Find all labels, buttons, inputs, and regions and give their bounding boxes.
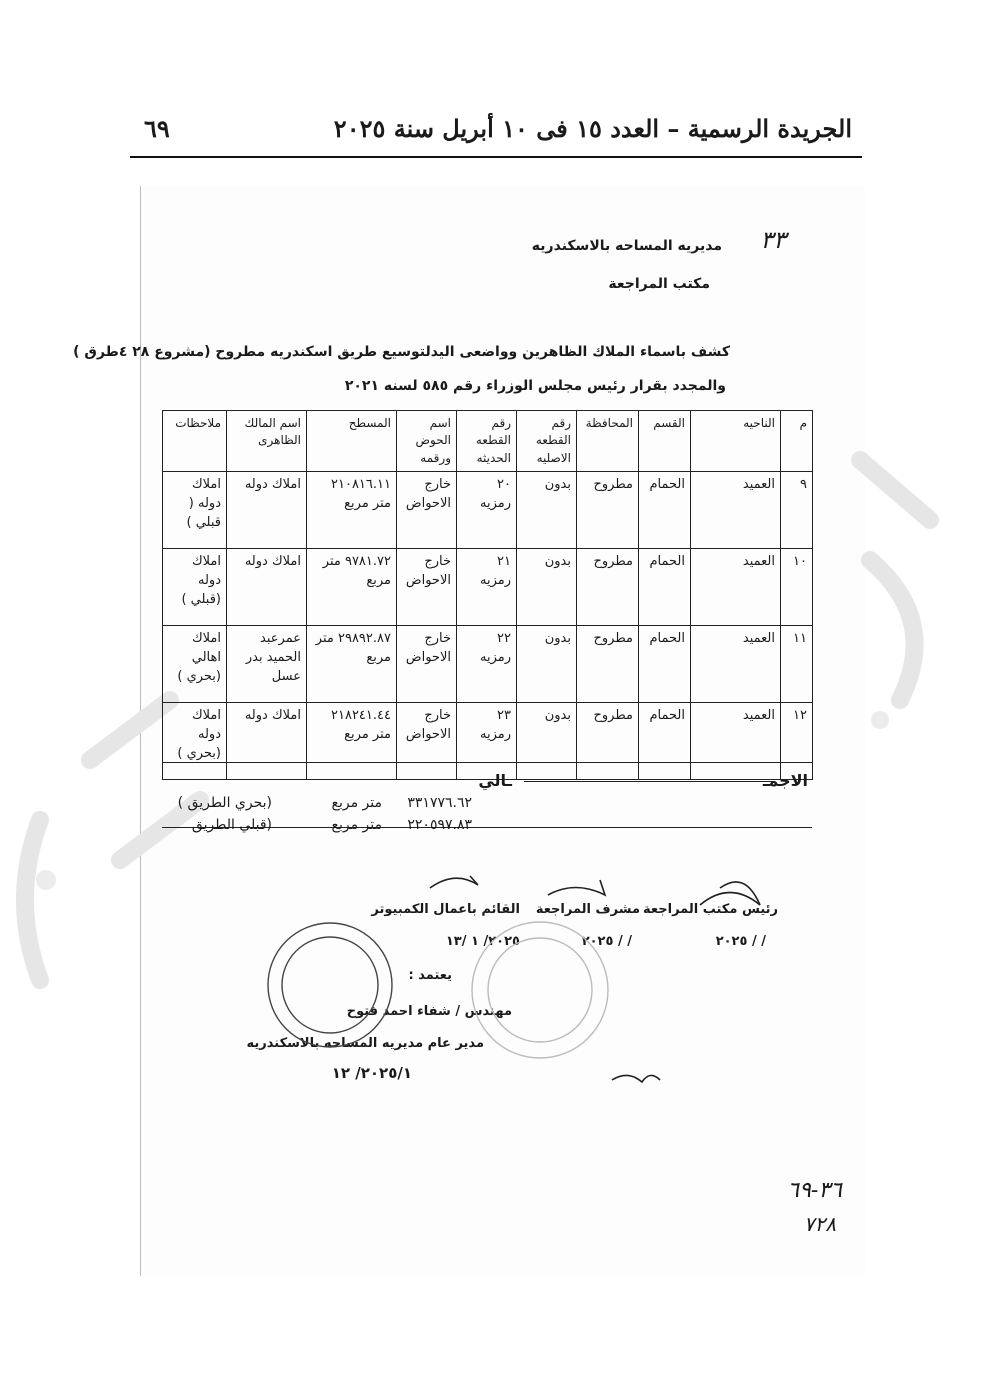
south-total-unit: متر مربع	[331, 817, 382, 833]
column-header: اسم الحوض ورقمه	[397, 411, 457, 472]
column-header: المسطح	[307, 411, 397, 472]
gazette-header	[130, 112, 862, 158]
page-number: ٦٩	[144, 114, 170, 143]
table-row	[163, 549, 813, 626]
owner-cell: املاك دوله	[227, 703, 307, 780]
area-cell: ٢٩٨٩٢.٨٧ متر مربع	[307, 626, 397, 703]
totals-label: الاجمـ	[762, 771, 808, 790]
basin-cell: خارج الاحواض	[397, 549, 457, 626]
district-cell: الحمام	[639, 703, 691, 780]
row-number: ١٢	[781, 703, 813, 780]
district-cell: الحمام	[639, 549, 691, 626]
north-total-unit: متر مربع	[331, 795, 382, 811]
director-date: ٢٠٢٥/١/ ١٢	[331, 1064, 412, 1082]
table-row	[163, 626, 813, 703]
district-cell: الحمام	[639, 626, 691, 703]
area-cell: ٢١٨٢٤١.٤٤ متر مربع	[307, 703, 397, 780]
new-plot-cell: ٢٠ رمزيه	[457, 472, 517, 549]
department-name: مكتب المراجعة	[608, 276, 710, 292]
office-name: مديريه المساحه بالاسكندريه	[531, 238, 722, 254]
column-header: م	[781, 411, 813, 472]
notes-cell: املاك دوله (قبلي )	[163, 549, 227, 626]
governorate-cell: مطروح	[577, 472, 639, 549]
row-number: ٩	[781, 472, 813, 549]
table-header-row	[163, 411, 813, 472]
owner-cell: عمرعبد الحميد بدر عسل	[227, 626, 307, 703]
village-cell: العميد	[691, 703, 781, 780]
new-plot-cell: ٢٢ رمزيه	[457, 626, 517, 703]
row-number: ١٠	[781, 549, 813, 626]
orig-plot-cell: بدون	[517, 703, 577, 780]
document-title: كشف باسماء الملاك الظاهرين وواضعى اليدلتوسيع طريق اسكندريه مطروح (مشروع ٢٨ ٤طرق )	[73, 344, 730, 360]
south-total-note: (قبلي الطريق	[191, 817, 272, 833]
sheet-number: ٣٣	[760, 226, 786, 254]
north-total-note: (بحري الطريق )	[177, 795, 272, 811]
basin-cell: خارج الاحواض	[397, 472, 457, 549]
totals-label-tail: ـالي	[478, 771, 512, 790]
new-plot-cell: ٢١ رمزيه	[457, 549, 517, 626]
gazette-title: الجريدة الرسمية – العدد ١٥ فى ١٠ أبريل سنة ٢٠٢٥	[333, 114, 852, 143]
notes-cell: املاك دوله ( قبلي )	[163, 472, 227, 549]
column-header: رقم القطعه الحديثه	[457, 411, 517, 472]
head-date: / / ٢٠٢٥	[715, 934, 766, 949]
village-cell: العميد	[691, 472, 781, 549]
computer-signature-title: القائم باعمال الكمبيوتر	[371, 902, 520, 917]
margin-note: ٣٦-٦٩	[787, 1178, 842, 1203]
head-signature-title: رئيس مكتب المراجعة	[643, 902, 778, 917]
governorate-cell: مطروح	[577, 703, 639, 780]
basin-cell: خارج الاحواض	[397, 626, 457, 703]
column-header: ملاحظات	[163, 411, 227, 472]
column-header: المحافظة	[577, 411, 639, 472]
column-header: الناحيه	[691, 411, 781, 472]
orig-plot-cell: بدون	[517, 472, 577, 549]
notes-cell: املاك دوله (بحري )	[163, 703, 227, 780]
notes-cell: املاك اهالي (بحري )	[163, 626, 227, 703]
computer-date: ٢٠٢٥/ ١ /١٣	[445, 934, 520, 949]
area-cell: ٢١٠٨١٦.١١ متر مربع	[307, 472, 397, 549]
basin-cell: خارج الاحواض	[397, 703, 457, 780]
row-number: ١١	[781, 626, 813, 703]
approval-label: يعتمد :	[408, 968, 452, 983]
table-row	[163, 472, 813, 549]
margin-note-2: ٧٢٨	[803, 1212, 836, 1236]
district-cell: الحمام	[639, 472, 691, 549]
orig-plot-cell: بدون	[517, 549, 577, 626]
north-total-value: ٣٣١٧٧٦.٦٢	[407, 795, 472, 811]
area-cell: ٩٧٨١.٧٢ متر مربع	[307, 549, 397, 626]
governorate-cell: مطروح	[577, 549, 639, 626]
new-plot-cell: ٢٣ رمزيه	[457, 703, 517, 780]
column-header: اسم المالك الظاهرى	[227, 411, 307, 472]
owner-cell: املاك دوله	[227, 549, 307, 626]
village-cell: العميد	[691, 549, 781, 626]
totals-dash	[524, 781, 774, 782]
supervisor-date: / / ٢٠٢٥	[581, 934, 632, 949]
supervisor-signature-title: مشرف المراجعة	[535, 902, 640, 917]
director-title: مدير عام مديريه المساحه بالاسكندريه	[246, 1036, 484, 1051]
south-total-value: ٢٢٠٥٩٧.٨٣	[407, 817, 472, 833]
column-header: رقم القطعه الاصليه	[517, 411, 577, 472]
engineer-name: مهندس / شفاء احمد فتوح	[346, 1004, 512, 1019]
document-subtitle: والمجدد بقرار رئيس مجلس الوزراء رقم ٥٨٥ لسنه ٢٠٢١	[344, 378, 726, 394]
owner-cell: املاك دوله	[227, 472, 307, 549]
column-header: القسم	[639, 411, 691, 472]
governorate-cell: مطروح	[577, 626, 639, 703]
orig-plot-cell: بدون	[517, 626, 577, 703]
village-cell: العميد	[691, 626, 781, 703]
owners-table	[162, 410, 813, 780]
